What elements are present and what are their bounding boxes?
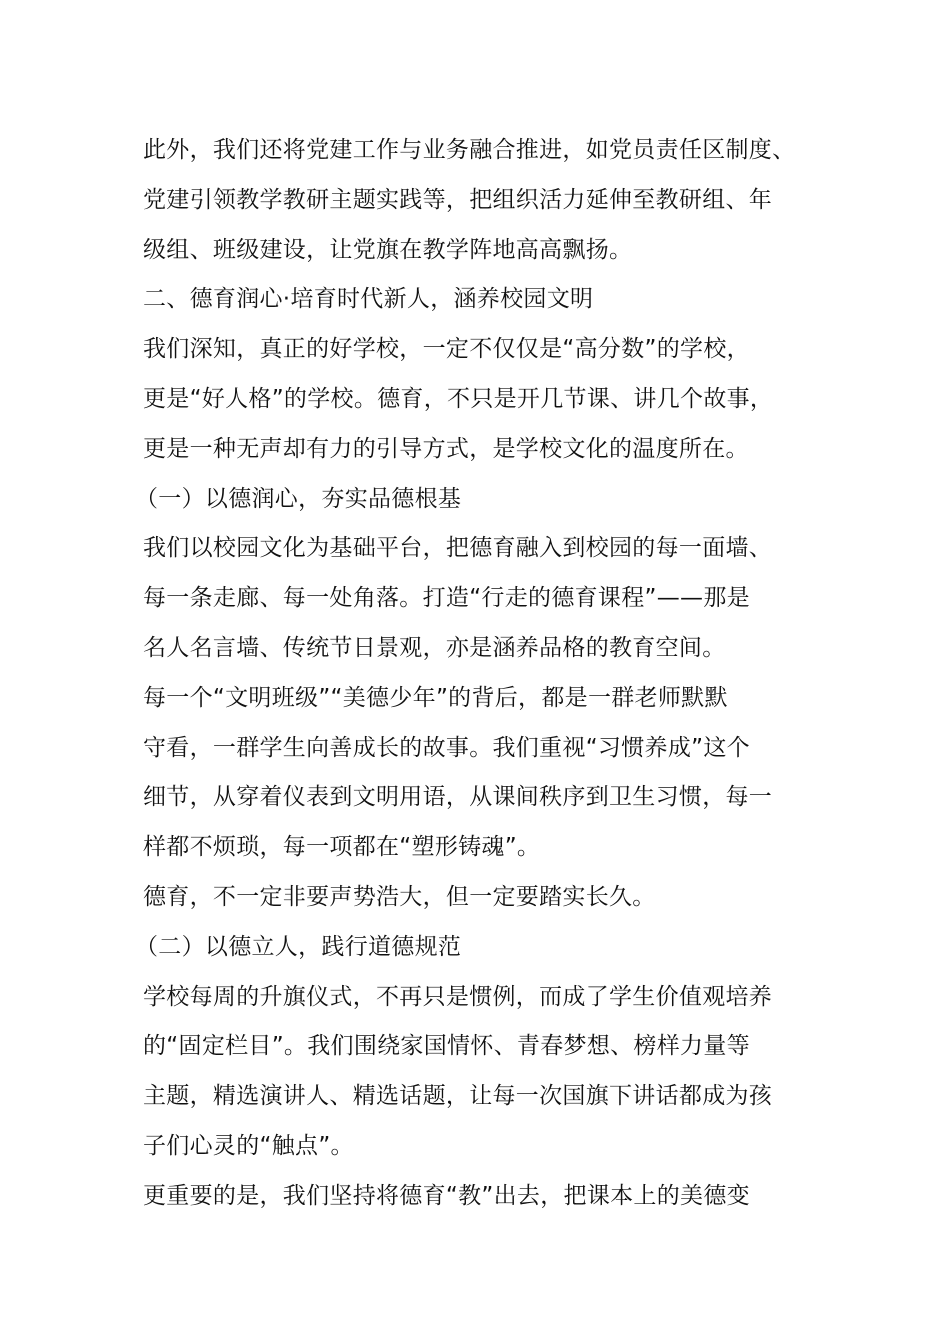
paragraph-line: 主题，精选演讲人、精选话题，让每一次国旗下讲话都成为孩: [143, 1083, 773, 1110]
paragraph-line: 每一个“文明班级”“美德少年”的背后，都是一群老师默默: [143, 684, 728, 711]
paragraph-line: 党建引领教学教研主题实践等，把组织活力延伸至教研组、年: [143, 186, 773, 213]
paragraph-line: 的“固定栏目”。我们围绕家国情怀、青春梦想、榜样力量等: [143, 1033, 750, 1060]
paragraph-line: 每一条走廊、每一处角落。打造“行走的德育课程”——那是: [143, 585, 750, 612]
subsection-heading: （一）以德润心，夯实品德根基: [135, 485, 462, 512]
paragraph-line: 细节，从穿着仪表到文明用语，从课间秩序到卫生习惯，每一: [143, 784, 773, 811]
paragraph-line: 此外，我们还将党建工作与业务融合推进，如党员责任区制度、: [143, 137, 796, 163]
paragraph-line: 名人名言墙、传统节日景观，亦是涵养品格的教育空间。: [143, 634, 726, 661]
paragraph-line: 德育，不一定非要声势浩大，但一定要踏实长久。: [143, 883, 656, 910]
subsection-heading: （二）以德立人，践行道德规范: [135, 933, 462, 960]
paragraph-line: 级组、班级建设，让党旗在教学阵地高高飘扬。: [143, 236, 633, 263]
paragraph-line: 守看，一群学生向善成长的故事。我们重视“习惯养成”这个: [143, 734, 750, 761]
paragraph-line: 更是“好人格”的学校。德育，不只是开几节课、讲几个故事，: [143, 385, 774, 412]
paragraph-line: 我们深知，真正的好学校，一定不仅仅是“高分数”的学校，: [143, 336, 750, 363]
document-body: [135, 126, 833, 1222]
paragraph-line: 子们心灵的“触点”。: [143, 1132, 354, 1159]
paragraph-line: 学校每周的升旗仪式，不再只是惯例，而成了学生价值观培养: [143, 983, 773, 1010]
paragraph-line: 样都不烦琐，每一项都在“塑形铸魂”。: [143, 834, 541, 861]
section-heading: 二、德育润心·培育时代新人，涵养校园文明: [143, 286, 594, 313]
paragraph-line: 我们以校园文化为基础平台，把德育融入到校园的每一面墙、: [143, 535, 773, 562]
paragraph-line: 更是一种无声却有力的引导方式，是学校文化的温度所在。: [143, 435, 749, 462]
paragraph-line: 更重要的是，我们坚持将德育“教”出去，把课本上的美德变: [143, 1182, 750, 1209]
